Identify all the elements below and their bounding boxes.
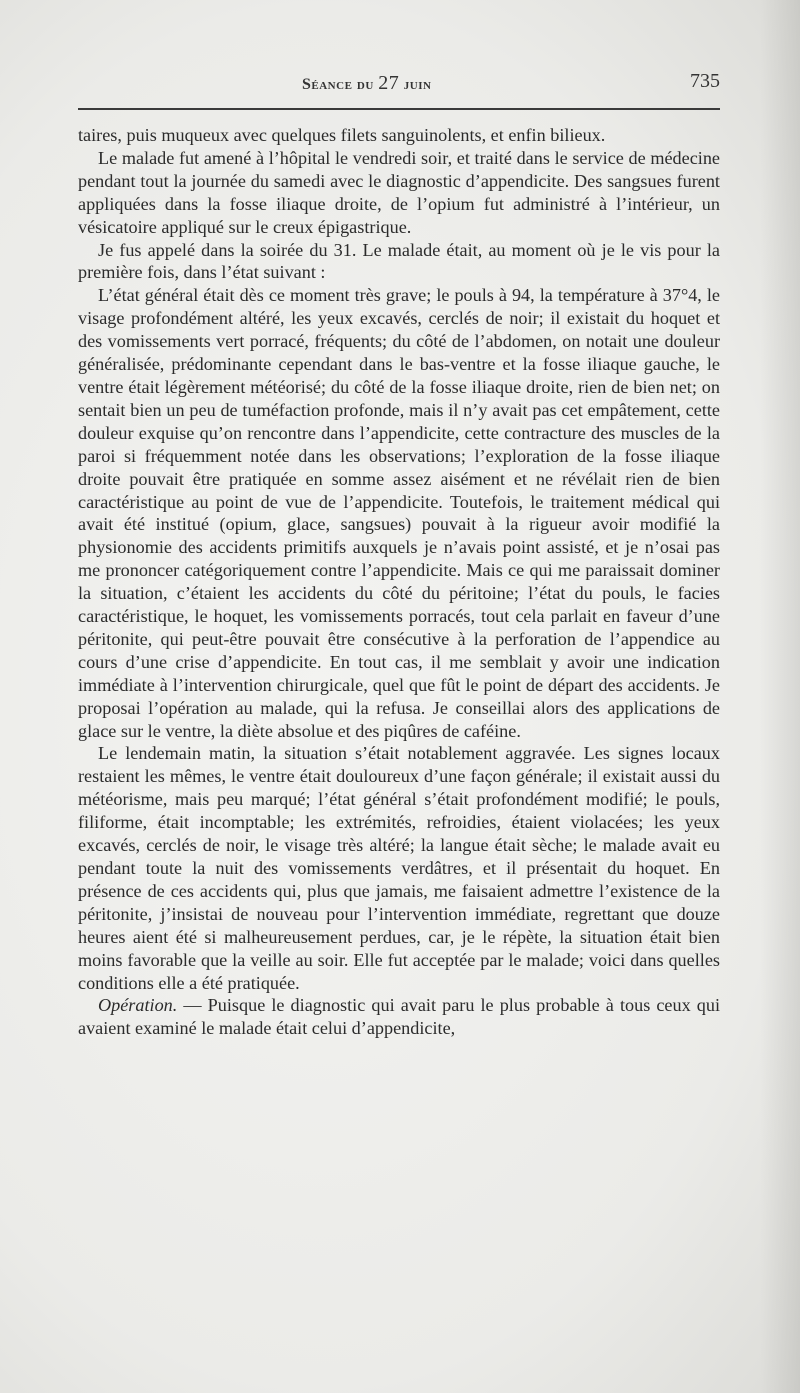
body-text [78, 124, 720, 1040]
page-edge-shadow [760, 0, 800, 1393]
page-number: 735 [690, 70, 720, 92]
paragraph-6 [78, 994, 720, 1040]
paragraph-1: taires, puis muqueux avec quelques filets sanguinolents, et enfin bilieux. [78, 125, 606, 145]
paragraph-4: L’état général était dès ce moment très grave; le pouls à 94, la température à 37°4, le visage profondément altéré, les yeux excavés, cerclés de noir; il existait du hoquet et des vomissements vert porracé, fréquents; du côté de l’abdomen, on notait une douleur généralisée, prédominante cependant dans le bas-ventre et la fosse iliaque gauche, le ventre était légèrement météorisé; du côté de la fosse iliaque droite, rien de bien net; on sentait bien un peu de tuméfaction profonde, mais il n’y avait pas cet empâtement, cette douleur exquise qu’on rencontre dans l’appendicite, cette contracture des muscles de la paroi si fréquemment notée dans les observations; l’exploration de la fosse iliaque droite pouvait être pratiquée en somme assez aisément et ne révélait rien de bien caractéristique au point de vue de l’appendicite. Toutefois, le traitement médical qui avait été institué (opium, glace, sangsues) pouvait à la rigueur avoir modifié la physionomie des accidents primitifs auxquels je n’avais point assisté, et je n’osai pas me prononcer catégoriquement contre l’appendicite. Mais ce qui me paraissait dominer la situation, c’étaient les accidents du côté du péritoine; l’état du pouls, le facies caractéristique, le hoquet, les vomissements porracés, tout cela parlait en faveur d’une péritonite, qui peut-être pouvait être consécutive à la perforation de l’appendice au cours d’une crise d’appendicite. En tout cas, il me semblait y avoir une indication immédiate à l’intervention chirurgicale, quel que fût le point de départ des accidents. Je proposai l’opération au malade, qui la refusa. Je conseillai alors des applications de glace sur le ventre, la diète absolue et des piqûres de caféine. [78, 285, 720, 741]
running-title [302, 72, 431, 95]
running-title-prefix: Séance du [302, 76, 379, 93]
section-lead-operation: Opération. [98, 995, 178, 1016]
paragraph-3: Je fus appelé dans la soirée du 31. Le malade était, au moment où je le vis pour la première fois, dans l’état suivant : [78, 239, 720, 283]
running-title-number: 27 [378, 72, 400, 94]
running-head [78, 72, 720, 96]
paragraph-6-text: — Puisque le diagnostic qui avait paru le plus probable à tous ceux qui avaient examiné le malade était celui d’appendicite, [78, 995, 720, 1039]
header-rule [78, 108, 720, 110]
paragraph-2: Le malade fut amené à l’hôpital le vendredi soir, et traité dans le service de médecine pendant tout la journée du samedi avec le diagnostic d’appendicite. Des sangsues furent appliquées dans la fosse iliaque droite, de l’opium fut administré à l’intérieur, un vésicatoire appliqué sur le creux épigastrique. [78, 147, 720, 237]
running-title-suffix: juin [399, 76, 432, 93]
paragraph-5: Le lendemain matin, la situation s’était notablement aggravée. Les signes locaux restaient les mêmes, le ventre était douloureux d’une façon générale; il existait aussi du météorisme, mais peu marqué; l’état général s’était profondément modifié; le pouls, filiforme, était incomptable; les extrémités, refroidies, étaient violacées; les yeux excavés, cerclés de noir, le visage très altéré; la langue était sèche; le malade avait eu pendant toute la nuit des vomissements verdâtres, et il présentait du hoquet. En présence de ces accidents qui, plus que jamais, me faisaient admettre l’existence de la péritonite, j’insistai de nouveau pour l’intervention immédiate, regrettant que douze heures aient été si malheureusement perdues, car, je le répète, la situation était bien moins favorable que la veille au soir. Elle fut acceptée par le malade; voici dans quelles conditions elle a été pratiquée. [78, 743, 720, 993]
